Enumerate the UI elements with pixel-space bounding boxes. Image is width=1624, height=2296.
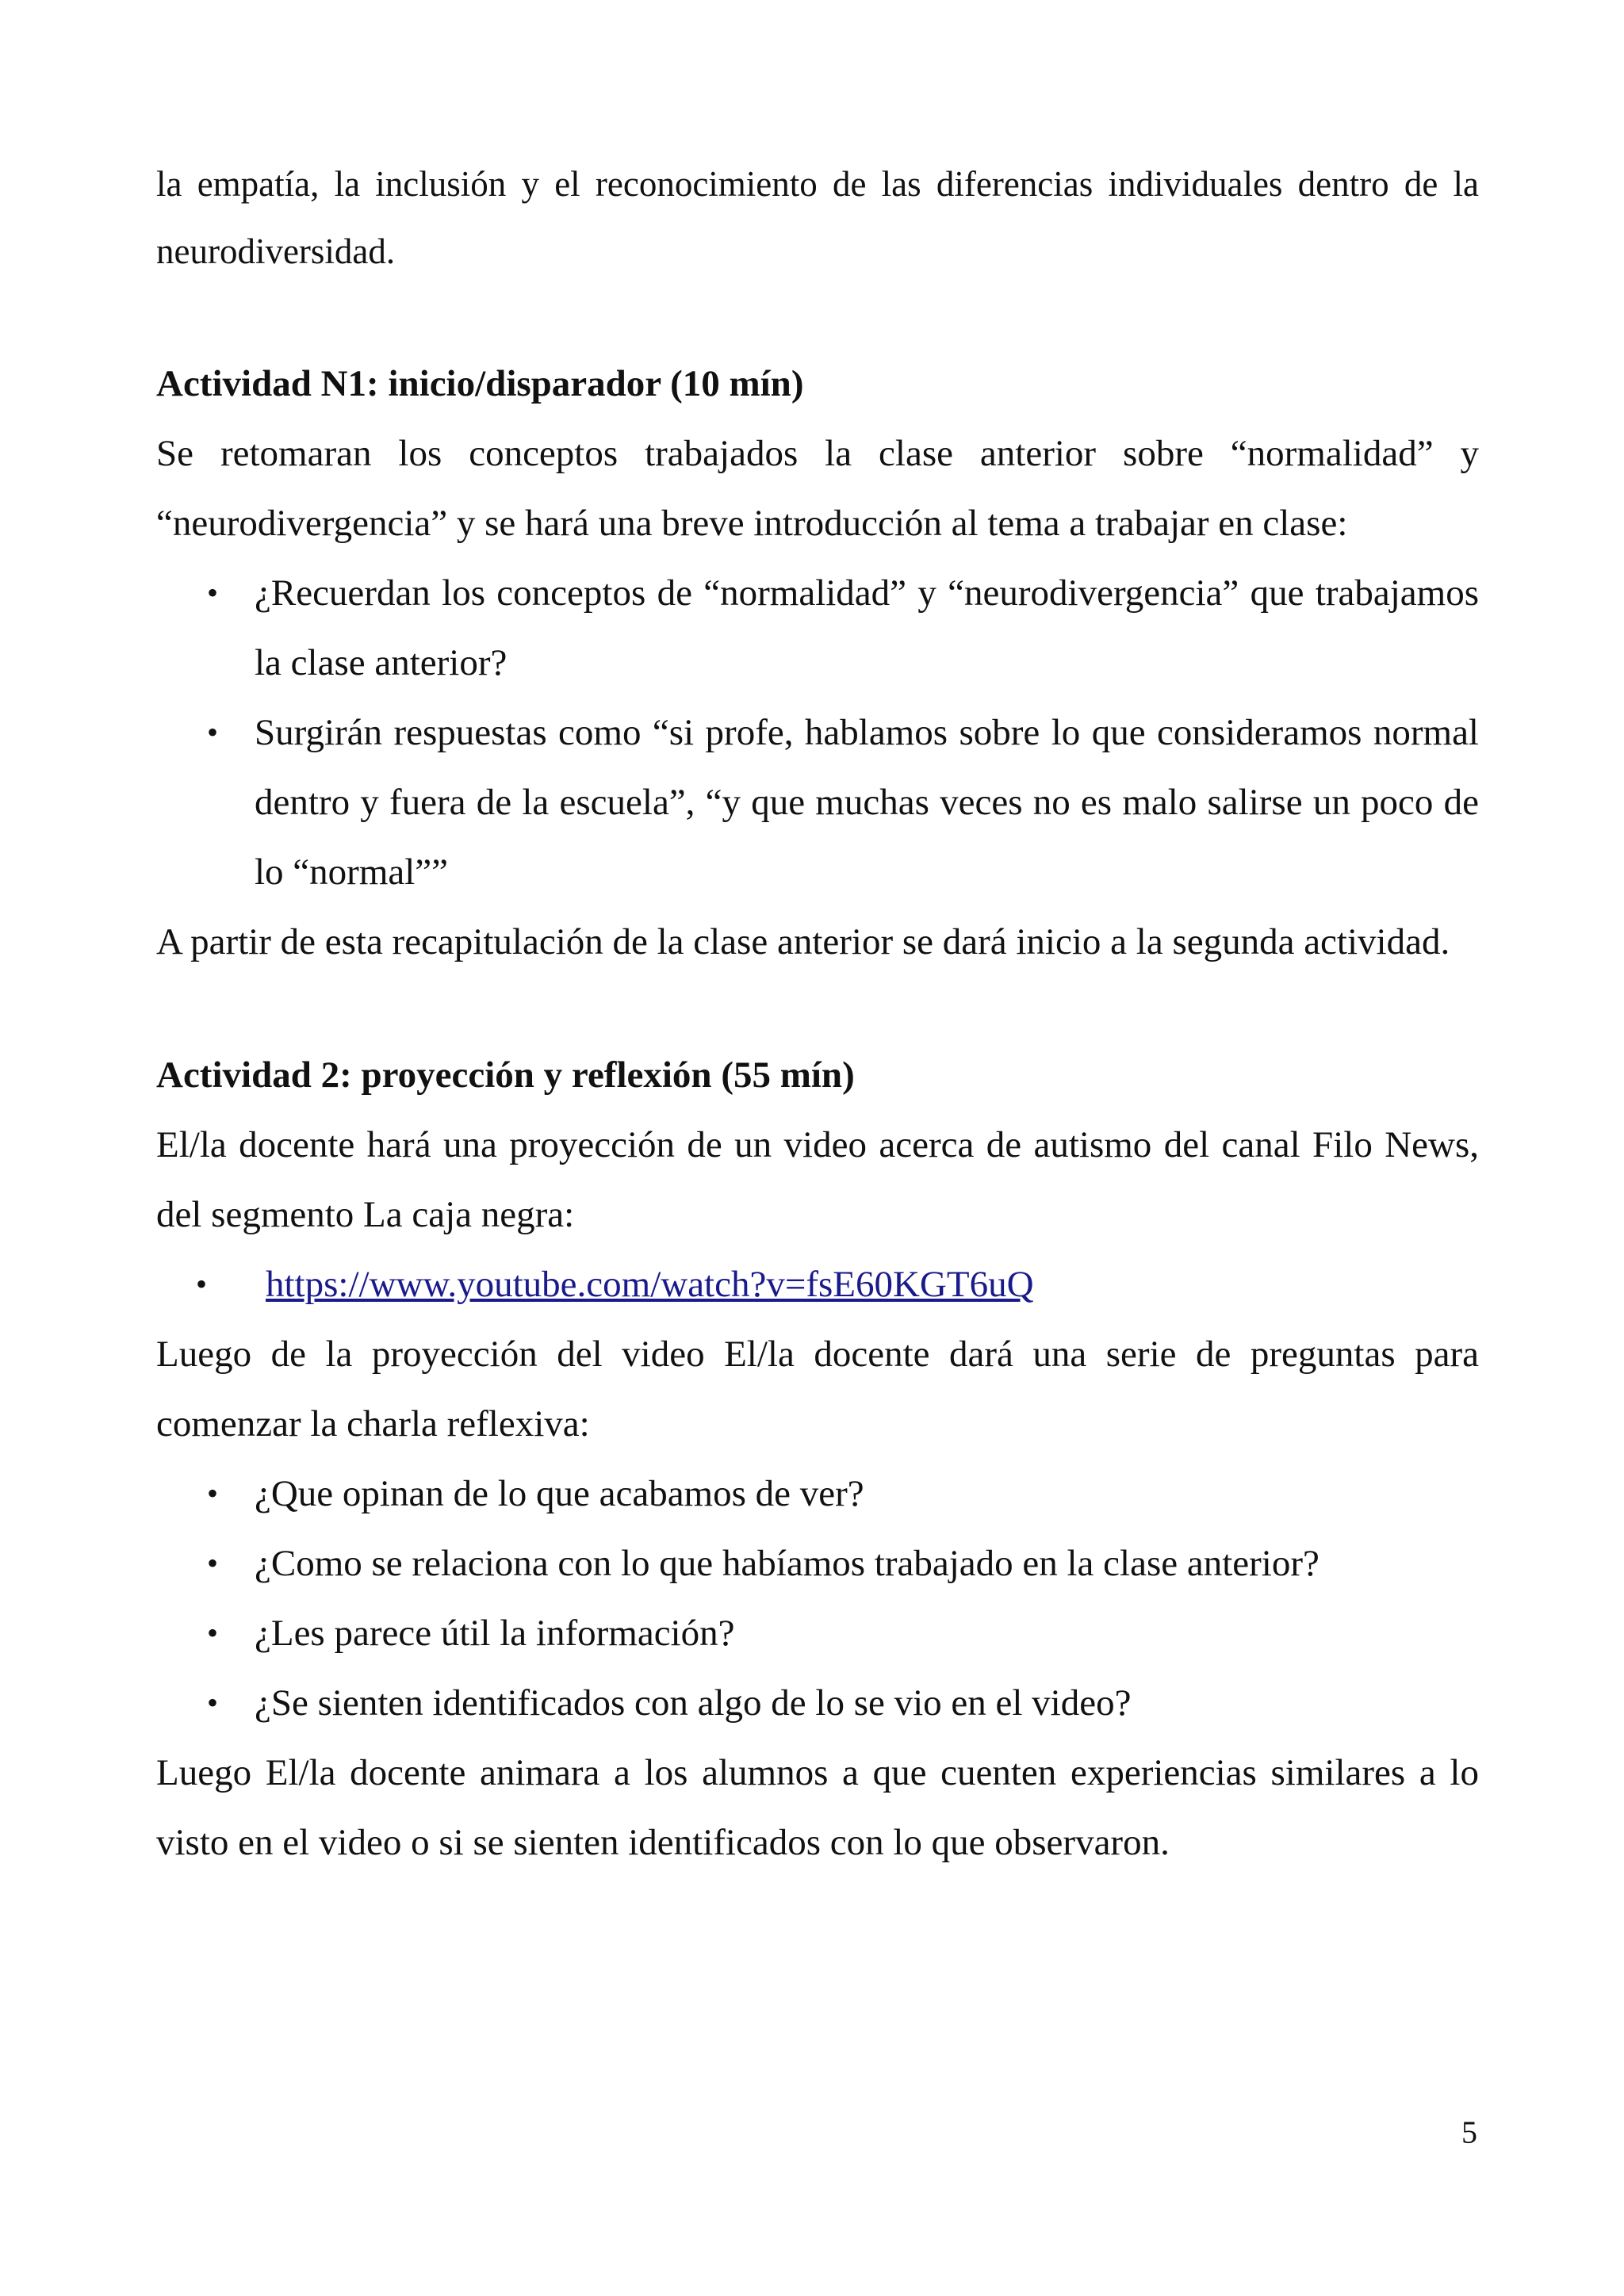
activity-2-paragraph: El/la docente hará una proyección de un video acerca de autismo del canal Filo News, del segmento La caja negra: (156, 1124, 1479, 1235)
bullet-icon: • (207, 575, 219, 610)
list-item-text: Surgirán respuestas como “si profe, hablamos sobre lo que consideramos normal dentro y fuera de la escuela”, “y que muchas veces no es malo salirse un poco de lo “normal”” (255, 712, 1479, 893)
document-page (156, 151, 1479, 1877)
intro-paragraph: la empatía, la inclusión y el reconocimiento de las diferencias individuales dentro de la neurodiversidad. (156, 164, 1479, 271)
list-item (207, 698, 1479, 907)
list-item-text: ¿Recuerdan los conceptos de “normalidad” y “neurodivergencia” que trabajamos la clase anterior? (255, 572, 1479, 683)
list-item (207, 1459, 1479, 1529)
question-text: ¿Que opinan de lo que acabamos de ver? (255, 1473, 864, 1514)
question-text: ¿Les parece útil la información? (255, 1613, 735, 1654)
activity-1-paragraph: Se retomaran los conceptos trabajados la clase anterior sobre “normalidad” y “neurodivergencia” y se hará una breve introducción al tema a trabajar en clase: (156, 433, 1479, 544)
list-item (196, 1249, 1479, 1319)
activity-1-bullet-list (156, 558, 1479, 907)
bullet-icon: • (207, 1545, 219, 1581)
youtube-video-link[interactable]: https://www.youtube.com/watch?v=fsE60KGT6uQ (266, 1264, 1034, 1305)
question-text: ¿Se sienten identificados con algo de lo se vio en el video? (255, 1682, 1132, 1724)
bullet-icon: • (207, 1475, 219, 1511)
page-number: 5 (1461, 2114, 1477, 2150)
video-link-list (156, 1249, 1479, 1319)
bullet-icon: • (207, 714, 219, 750)
list-item (207, 1668, 1479, 1738)
activity-2-section (156, 1040, 1479, 1877)
list-item (207, 1598, 1479, 1668)
bullet-icon: • (207, 1685, 219, 1720)
bullet-icon: • (207, 1615, 219, 1651)
question-text: ¿Como se relaciona con lo que habíamos trabajado en la clase anterior? (255, 1543, 1320, 1584)
list-item (207, 558, 1479, 698)
activity-2-heading: Actividad 2: proyección y reflexión (55 mín) (156, 1054, 855, 1096)
list-item (207, 1529, 1479, 1598)
activity-1-closing: A partir de esta recapitulación de la clase anterior se dará inicio a la segunda actividad. (156, 921, 1450, 962)
activity-1-heading: Actividad N1: inicio/disparador (10 mín) (156, 363, 804, 404)
activity-1-section (156, 349, 1479, 977)
activity-2-paragraph-2: Luego de la proyección del video El/la docente dará una serie de preguntas para comenzar la charla reflexiva: (156, 1334, 1479, 1445)
reflection-questions-list (156, 1459, 1479, 1738)
activity-2-closing: Luego El/la docente animara a los alumnos a que cuenten experiencias similares a lo visto en el video o si se sienten identificados con lo que observaron. (156, 1752, 1479, 1863)
bullet-icon: • (196, 1266, 208, 1302)
intro-section (156, 151, 1479, 285)
